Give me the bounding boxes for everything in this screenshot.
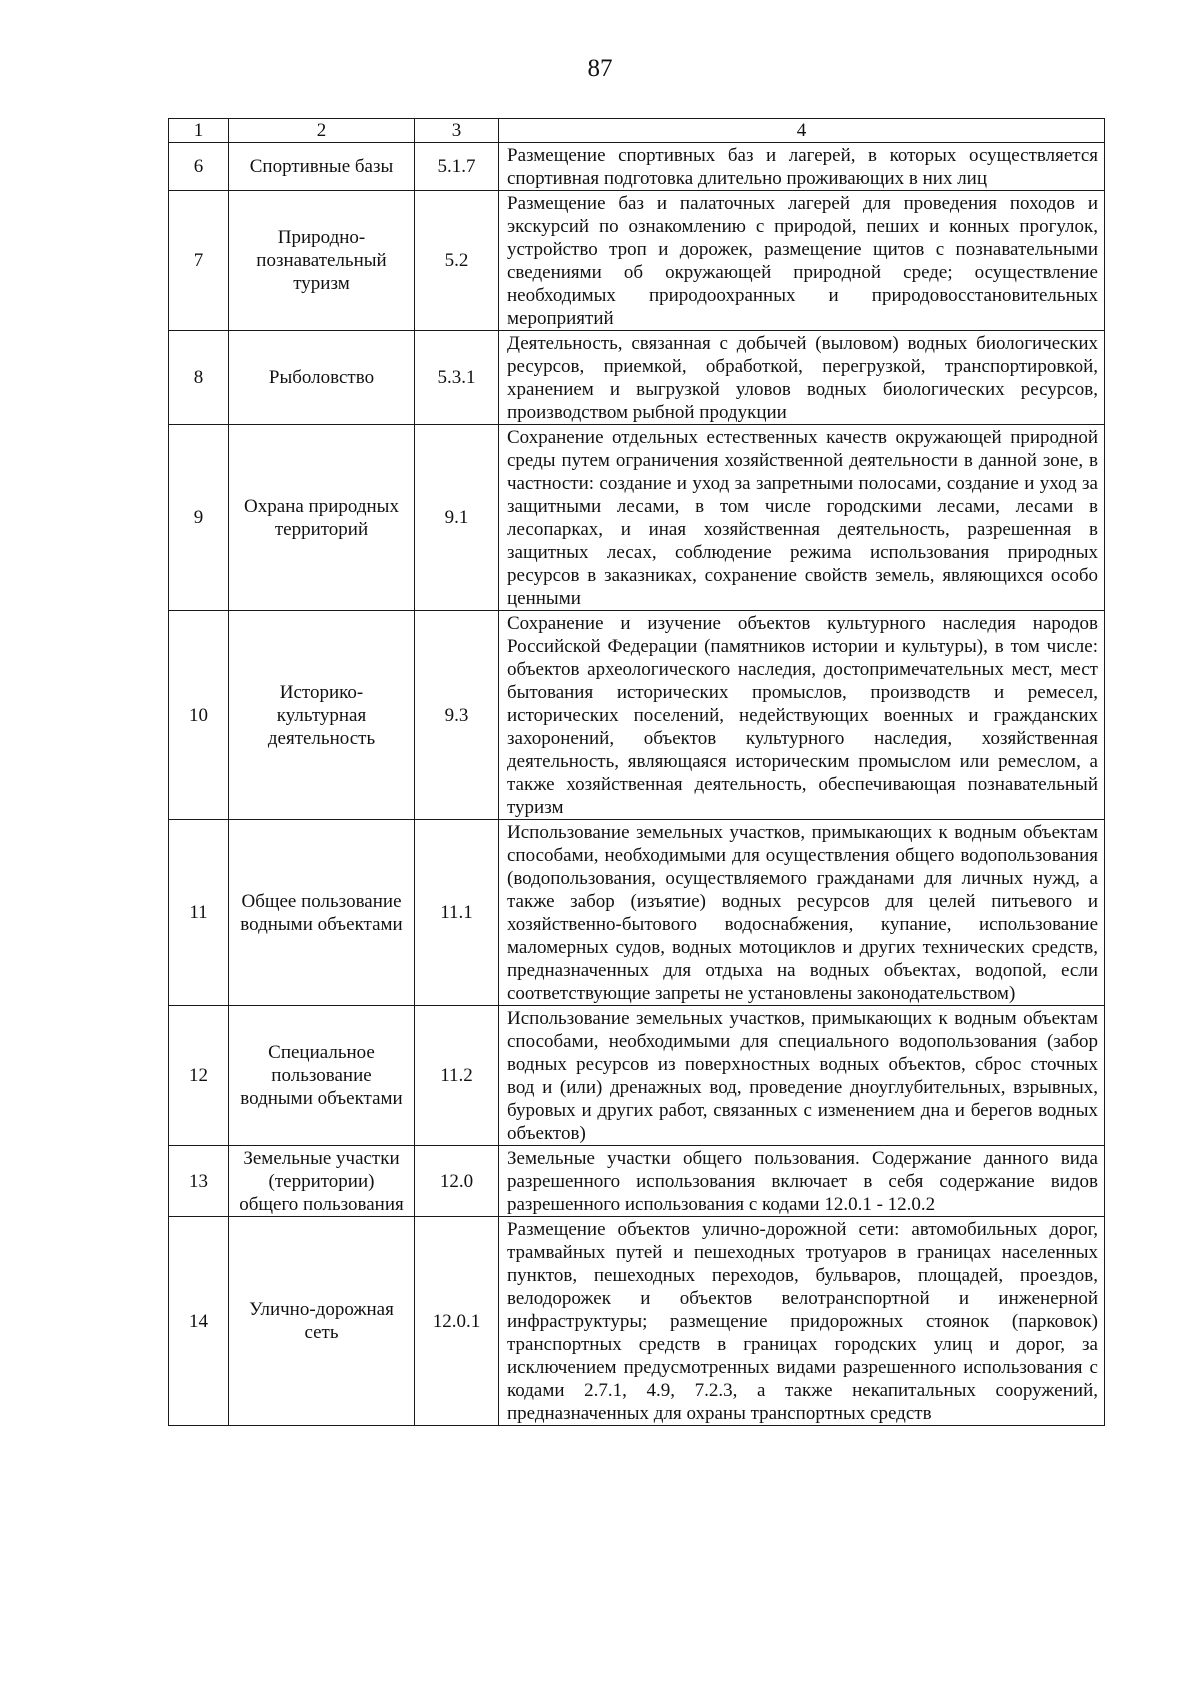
use-description: Земельные участки общего пользования. Содержание данного вида разрешенного использования включает в себя содержание видов разрешенного использования с кодами 12.0.1 - 12.0.2 [499,1146,1105,1217]
use-name: Общее пользование водными объектами [229,820,415,1006]
use-description: Деятельность, связанная с добычей (выловом) водных биологических ресурсов, приемкой, обработкой, перегрузкой, транспортировкой, хранением и выгрузкой уловов водных биологических ресурсов, производством рыбной продукции [499,331,1105,425]
use-description: Сохранение и изучение объектов культурного наследия народов Российской Федерации (памятников истории и культуры), в том числе: объектов археологического наследия, достопримечательных мест, мест бытования исторических промыслов, производств и ремесел, исторических поселений, недействующих военных и гражданских захоронений, объектов культурного наследия, хозяйственная деятельность, являющаяся историческим промыслом или ремеслом, а также хозяйственная деятельность, обеспечивающая познавательный туризм [499,611,1105,820]
row-number: 7 [169,191,229,331]
header-row [169,119,1105,143]
use-code: 9.3 [415,611,499,820]
header-cell-2: 2 [229,119,415,143]
use-description: Использование земельных участков, примыкающих к водным объектам способами, необходимыми для осуществления общего водопользования (водопользования, осуществляемого гражданами для личных нужд, а также забор (изъятие) водных ресурсов для целей питьевого и хозяйственно-бытового водоснабжения, купание, использование маломерных судов, водных мотоциклов и других технических средств, предназначенных для отдыха на водных объектах, водопой, если соответствующие запреты не установлены законодательством) [499,820,1105,1006]
header-cell-1: 1 [169,119,229,143]
use-name: Специальное пользование водными объектами [229,1006,415,1146]
row-number: 13 [169,1146,229,1217]
use-code: 12.0.1 [415,1217,499,1426]
table-row [169,191,1105,331]
land-use-table [168,118,1105,1426]
header-cell-4: 4 [499,119,1105,143]
use-code: 11.2 [415,1006,499,1146]
table-row [169,143,1105,191]
table-row [169,1006,1105,1146]
use-name: Охрана природных территорий [229,425,415,611]
use-name: Историко-культурная деятельность [229,611,415,820]
use-name: Земельные участки (территории) общего пользования [229,1146,415,1217]
use-name: Спортивные базы [229,143,415,191]
use-description: Использование земельных участков, примыкающих к водным объектам способами, необходимыми для специального водопользования (забор водных ресурсов из поверхностных водных объектов, сброс сточных вод и (или) дренажных вод, проведение дноуглубительных, взрывных, буровых и других работ, связанных с изменением дна и берегов водных объектов) [499,1006,1105,1146]
table-row [169,1146,1105,1217]
table-row [169,1217,1105,1426]
table-row [169,820,1105,1006]
table-row [169,611,1105,820]
use-code: 5.2 [415,191,499,331]
use-description: Размещение спортивных баз и лагерей, в которых осуществляется спортивная подготовка длительно проживающих в них лиц [499,143,1105,191]
row-number: 14 [169,1217,229,1426]
row-number: 6 [169,143,229,191]
use-code: 9.1 [415,425,499,611]
table-row [169,331,1105,425]
use-description: Размещение баз и палаточных лагерей для проведения походов и экскурсий по ознакомлению с природой, пеших и конных прогулок, устройство троп и дорожек, размещение щитов с познавательными сведениями об окружающей природной среде; осуществление необходимых природоохранных и природовосстановительных мероприятий [499,191,1105,331]
use-description: Размещение объектов улично-дорожной сети: автомобильных дорог, трамвайных путей и пешеходных тротуаров в границах населенных пунктов, пешеходных переходов, бульваров, площадей, проездов, велодорожек и объектов велотранспортной и инженерной инфраструктуры; размещение придорожных стоянок (парковок) транспортных средств в границах городских улиц и дорог, за исключением предусмотренных видами разрешенного использования с кодами 2.7.1, 4.9, 7.2.3, а также некапитальных сооружений, предназначенных для охраны транспортных средств [499,1217,1105,1426]
row-number: 10 [169,611,229,820]
row-number: 8 [169,331,229,425]
use-name: Улично-дорожная сеть [229,1217,415,1426]
page-number: 87 [587,55,613,82]
use-description: Сохранение отдельных естественных качеств окружающей природной среды путем ограничения хозяйственной деятельности в данной зоне, в частности: создание и уход за запретными полосами, создание и уход за защитными лесами, в том числе городскими лесами, лесами в лесопарках, и иная хозяйственная деятельность, разрешенная в защитных лесах, соблюдение режима использования природных ресурсов в заказниках, сохранение свойств земель, являющихся особо ценными [499,425,1105,611]
use-name: Рыболовство [229,331,415,425]
use-code: 5.3.1 [415,331,499,425]
use-code: 11.1 [415,820,499,1006]
table-row [169,425,1105,611]
header-cell-3: 3 [415,119,499,143]
row-number: 12 [169,1006,229,1146]
row-number: 11 [169,820,229,1006]
use-code: 5.1.7 [415,143,499,191]
use-code: 12.0 [415,1146,499,1217]
row-number: 9 [169,425,229,611]
use-name: Природно-познавательный туризм [229,191,415,331]
